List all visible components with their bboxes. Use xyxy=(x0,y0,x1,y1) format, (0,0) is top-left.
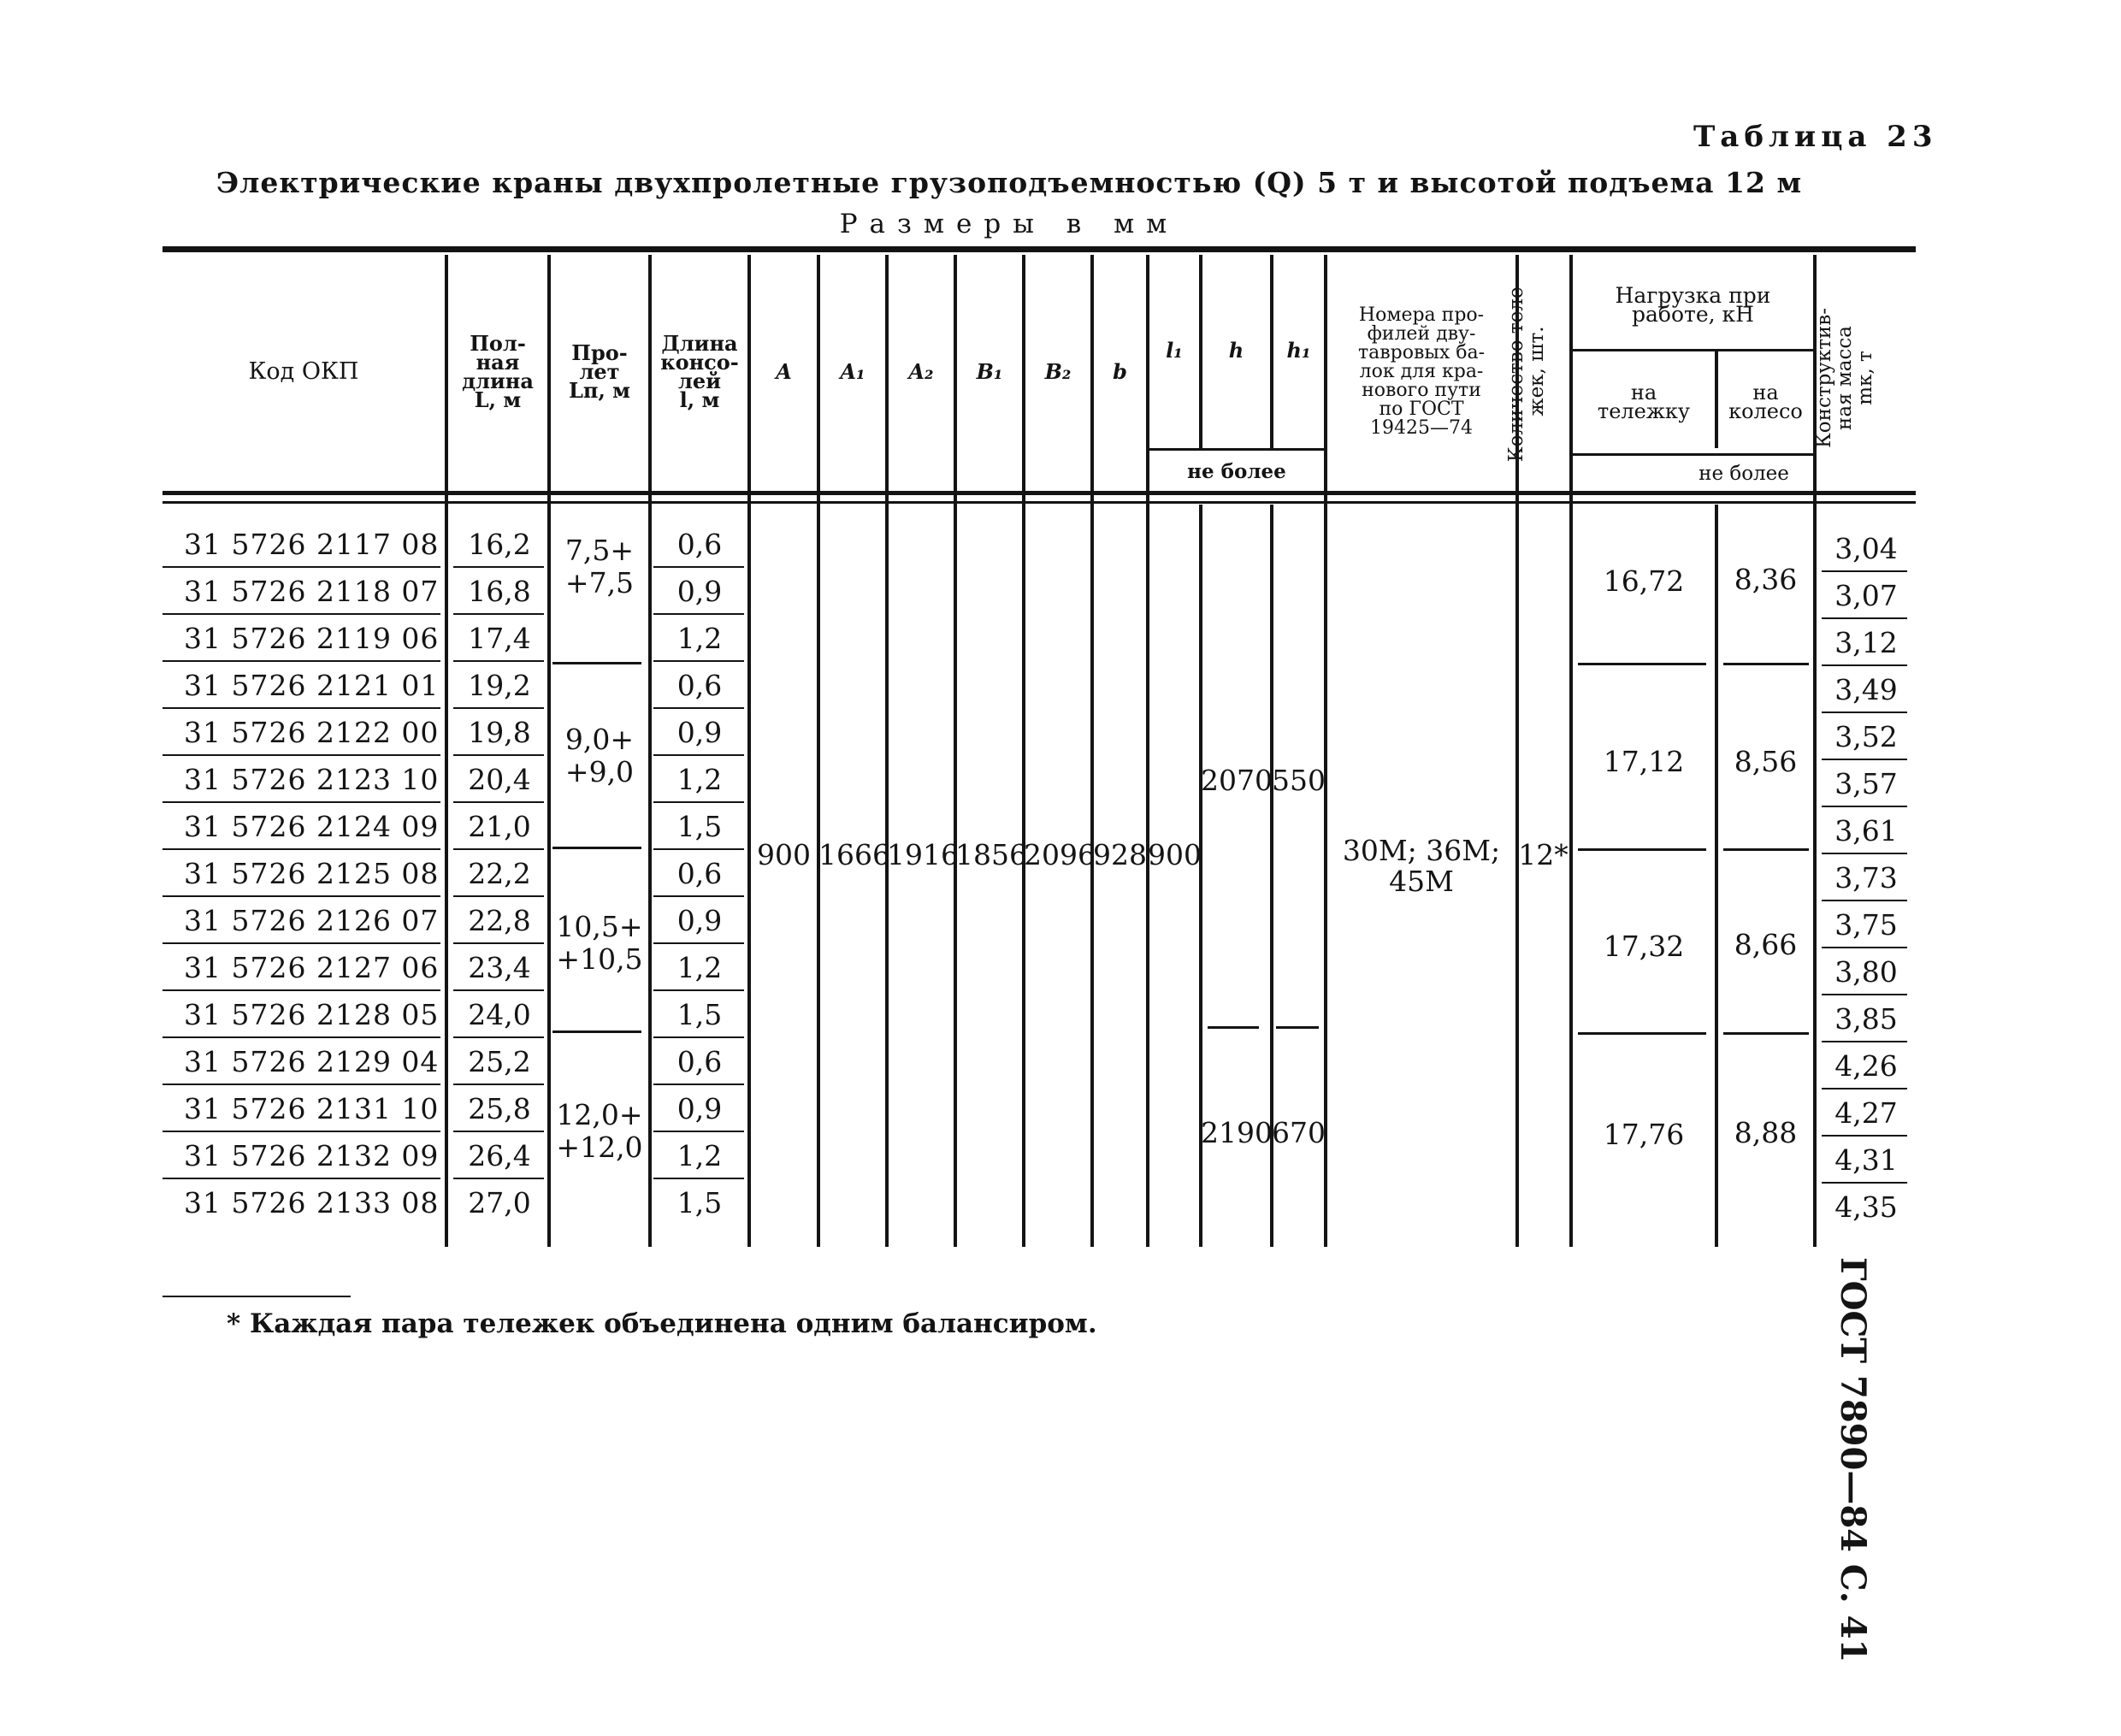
row-code: 31 5726 2128 05 xyxy=(184,998,440,1031)
value-l1: 900 xyxy=(1148,838,1202,871)
header-load-not-more: не более xyxy=(1699,463,1789,485)
row-console: 0,6 xyxy=(676,528,723,561)
row-code: 31 5726 2118 07 xyxy=(184,575,440,608)
row-console: 1,5 xyxy=(676,1186,723,1219)
table-units: Размеры в мм xyxy=(839,209,1179,239)
row-mass: 3,52 xyxy=(1834,720,1898,753)
row-mass: 3,57 xyxy=(1834,767,1898,800)
row-console: 0,9 xyxy=(676,575,723,608)
header-l1: l₁ xyxy=(1166,338,1183,363)
row-code: 31 5726 2125 08 xyxy=(184,857,440,890)
header-span: Про- лет Lп, м xyxy=(569,340,630,403)
header-a1: A₁ xyxy=(840,359,866,384)
value-b2: 2096 xyxy=(1024,838,1096,871)
row-mass: 4,31 xyxy=(1834,1143,1898,1177)
row-length: 17,4 xyxy=(468,622,531,655)
table-title: Электрические краны двухпролетные грузоподъемностью (Q) 5 т и высотой подъема 12 м xyxy=(216,166,1803,199)
footnote-rule xyxy=(162,1296,351,1297)
load-wheel: 8,56 xyxy=(1734,745,1798,778)
header-mass: Конструктив- ная масса mк, т xyxy=(1813,308,1876,448)
header-b2: B₂ xyxy=(1044,359,1072,384)
header-h1: h₁ xyxy=(1286,338,1311,363)
row-length: 23,4 xyxy=(468,951,531,984)
row-mass: 4,27 xyxy=(1834,1096,1898,1130)
row-code: 31 5726 2122 00 xyxy=(184,716,440,749)
header-b: b xyxy=(1113,359,1127,384)
footnote: * Каждая пара тележек объединена одним балансиром. xyxy=(227,1308,1097,1339)
load-wheel: 8,36 xyxy=(1734,563,1798,596)
span-group: 12,0+ +12,0 xyxy=(556,1098,643,1164)
row-console: 0,6 xyxy=(676,669,723,702)
value-b: 928 xyxy=(1093,838,1147,871)
row-console: 0,6 xyxy=(676,857,723,890)
row-console: 0,9 xyxy=(676,716,723,749)
row-mass: 3,75 xyxy=(1834,908,1898,942)
row-mass: 3,80 xyxy=(1834,955,1898,989)
header-load: Нагрузка при работе, кН xyxy=(1615,283,1771,327)
load-cart: 16,72 xyxy=(1603,564,1685,598)
load-cart: 17,32 xyxy=(1603,930,1685,963)
table-number: Таблица 23 xyxy=(1693,120,1938,154)
row-console: 0,6 xyxy=(676,1045,723,1078)
row-code: 31 5726 2124 09 xyxy=(184,810,440,843)
row-mass: 3,12 xyxy=(1834,626,1898,659)
value-bogies: 12* xyxy=(1518,838,1569,871)
top-rule xyxy=(162,246,1916,252)
row-mass: 3,07 xyxy=(1834,579,1898,612)
row-console: 1,5 xyxy=(676,810,723,843)
row-console: 1,2 xyxy=(676,1139,723,1172)
span-group: 9,0+ +9,0 xyxy=(564,723,635,788)
header-bogies: Количество теле- жек, шт. xyxy=(1505,280,1548,463)
row-mass: 4,26 xyxy=(1834,1049,1898,1083)
header-h: h xyxy=(1228,338,1244,363)
row-length: 27,0 xyxy=(468,1186,531,1219)
header-code: Код ОКП xyxy=(248,358,359,385)
row-code: 31 5726 2117 08 xyxy=(184,528,440,561)
row-mass: 3,73 xyxy=(1834,861,1898,895)
row-code: 31 5726 2129 04 xyxy=(184,1045,440,1078)
value-h1: 550 xyxy=(1272,764,1326,797)
value-a: 900 xyxy=(757,838,811,871)
row-mass: 3,61 xyxy=(1834,814,1898,847)
row-code: 31 5726 2127 06 xyxy=(184,951,440,984)
header-profiles: Номера про- филей дву- тавровых ба- лок для кра- нового пути по ГОСТ 19425—74 xyxy=(1357,304,1486,439)
span-group: 7,5+ +7,5 xyxy=(564,534,635,599)
header-rule-2 xyxy=(162,501,1916,504)
header-console: Длина консо- лей l, м xyxy=(660,331,739,412)
row-code: 31 5726 2123 10 xyxy=(184,763,440,796)
row-length: 25,8 xyxy=(468,1092,531,1125)
value-h1: 670 xyxy=(1272,1116,1326,1149)
row-console: 1,5 xyxy=(676,998,723,1031)
row-code: 31 5726 2121 01 xyxy=(184,669,440,702)
value-h: 2190 xyxy=(1201,1116,1273,1149)
value-a1: 1666 xyxy=(818,838,890,871)
row-code: 31 5726 2119 06 xyxy=(184,622,440,655)
span-group: 10,5+ +10,5 xyxy=(556,910,643,976)
row-code: 31 5726 2132 09 xyxy=(184,1139,440,1172)
row-mass: 3,04 xyxy=(1834,532,1898,565)
row-console: 0,9 xyxy=(676,1092,723,1125)
value-h: 2070 xyxy=(1201,764,1273,797)
side-document-label: ГОСТ 7890—84 С. 41 xyxy=(1833,1257,1873,1663)
row-console: 1,2 xyxy=(676,951,723,984)
header-b1: B₁ xyxy=(976,359,1003,384)
row-length: 19,8 xyxy=(468,716,531,749)
row-code: 31 5726 2131 10 xyxy=(184,1092,440,1125)
load-cart: 17,76 xyxy=(1603,1118,1685,1151)
header-a: A xyxy=(776,359,792,384)
row-console: 1,2 xyxy=(676,622,723,655)
value-a2: 1916 xyxy=(887,838,959,871)
row-console: 0,9 xyxy=(676,904,723,937)
row-mass: 4,35 xyxy=(1834,1190,1898,1224)
row-code: 31 5726 2133 08 xyxy=(184,1186,440,1219)
load-wheel: 8,66 xyxy=(1734,928,1798,961)
value-b1: 1856 xyxy=(955,838,1027,871)
row-length: 16,8 xyxy=(468,575,531,608)
row-length: 20,4 xyxy=(468,763,531,796)
row-mass: 3,49 xyxy=(1834,673,1898,706)
header-rule xyxy=(162,491,1916,495)
row-length: 24,0 xyxy=(468,998,531,1031)
row-code: 31 5726 2126 07 xyxy=(184,904,440,937)
load-wheel: 8,88 xyxy=(1734,1116,1798,1149)
row-length: 25,2 xyxy=(468,1045,531,1078)
header-not-more: не более xyxy=(1187,460,1286,483)
row-length: 26,4 xyxy=(468,1139,531,1172)
row-length: 22,8 xyxy=(468,904,531,937)
header-load-wheel: на колесо xyxy=(1728,381,1803,423)
row-length: 21,0 xyxy=(468,810,531,843)
header-length: Пол- ная длина L, м xyxy=(462,331,534,412)
header-load-cart: на тележку xyxy=(1597,381,1691,423)
row-mass: 3,85 xyxy=(1834,1002,1898,1036)
header-a2: A₂ xyxy=(908,359,934,384)
row-length: 22,2 xyxy=(468,857,531,890)
value-profiles: 30М; 36М; 45М xyxy=(1342,834,1501,898)
load-cart: 17,12 xyxy=(1603,745,1685,778)
row-console: 1,2 xyxy=(676,763,723,796)
row-length: 16,2 xyxy=(468,528,531,561)
row-length: 19,2 xyxy=(468,669,531,702)
